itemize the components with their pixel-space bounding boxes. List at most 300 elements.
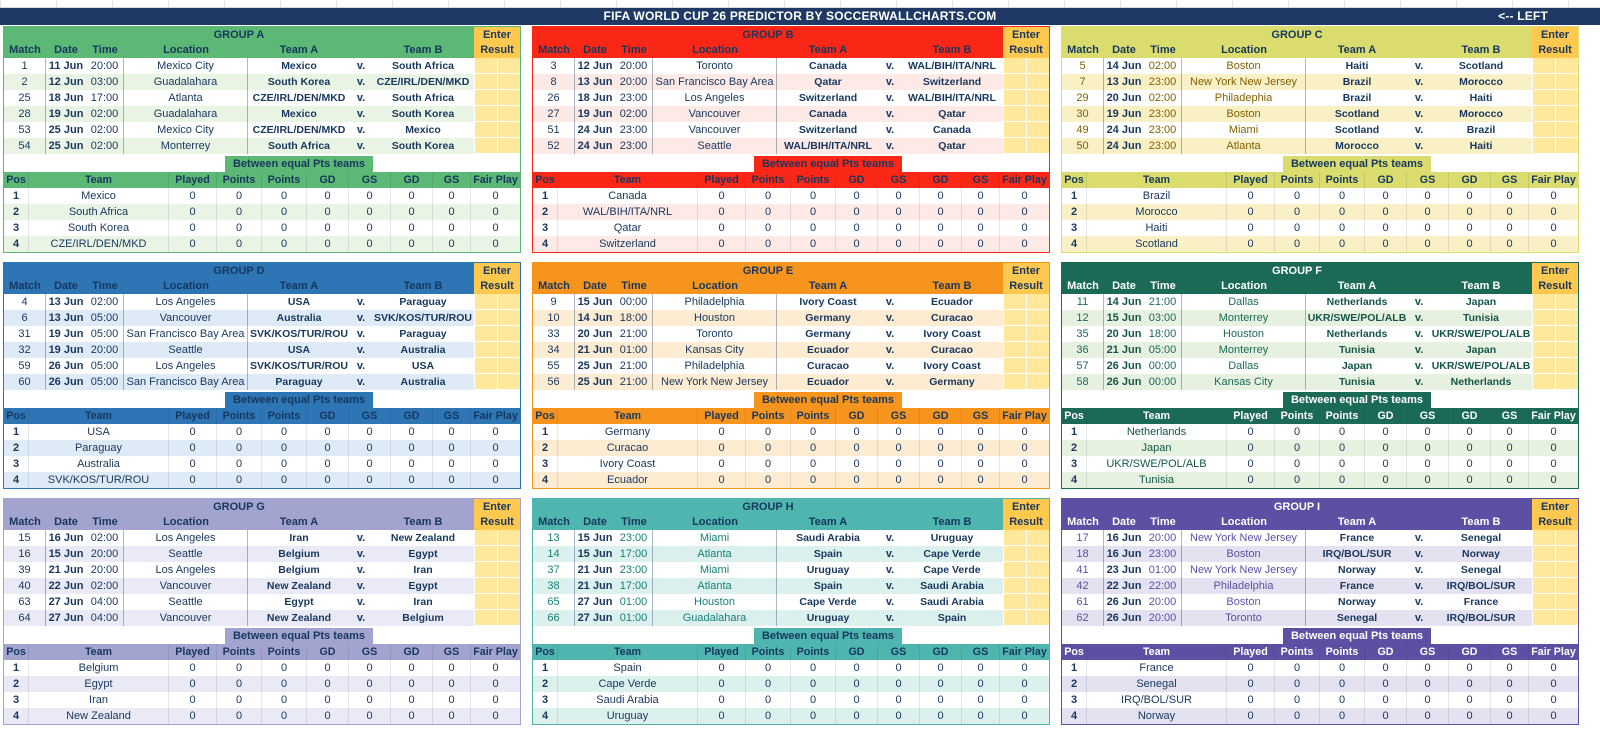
- stat-cell: 0: [697, 424, 745, 440]
- result-input-team-a[interactable]: [474, 374, 497, 390]
- standings-header-6: GS: [1406, 408, 1448, 424]
- standings-header-2: Played: [1226, 644, 1274, 660]
- result-input-team-b[interactable]: [1026, 326, 1049, 342]
- match-table: [533, 499, 1049, 644]
- vs-cell: v.: [356, 124, 366, 136]
- result-input-team-b[interactable]: [497, 90, 520, 106]
- result-input-team-b[interactable]: [497, 294, 520, 310]
- result-label: Result: [1003, 515, 1049, 530]
- stat-cell: 0: [168, 236, 216, 252]
- stat-cell: 0: [470, 236, 520, 252]
- enter-label: Enter: [1532, 263, 1578, 279]
- result-input-team-b[interactable]: [1555, 562, 1578, 578]
- pos-cell: 2: [4, 440, 28, 456]
- standings-table: [4, 172, 520, 252]
- team-cell: Japan: [1086, 440, 1226, 456]
- stat-cell: 0: [1274, 692, 1319, 708]
- location-cell: Atlanta: [1182, 138, 1306, 154]
- result-input-team-a[interactable]: [474, 58, 497, 74]
- stat-cell: 0: [216, 424, 261, 440]
- stat-cell: 0: [1226, 188, 1274, 204]
- result-input-team-b[interactable]: [497, 106, 520, 122]
- pos-cell: 4: [4, 236, 28, 252]
- result-input-team-a[interactable]: [1003, 530, 1026, 546]
- stat-cell: 0: [1226, 692, 1274, 708]
- result-input-team-a[interactable]: [1003, 74, 1026, 90]
- result-input-team-a[interactable]: [1532, 578, 1555, 594]
- result-input-team-b[interactable]: [1026, 106, 1049, 122]
- time-cell: 02:00: [86, 122, 124, 138]
- date-cell: 18 Jun: [48, 92, 84, 104]
- standings-header-1: Team: [1086, 172, 1226, 188]
- stat-cell: 0: [999, 188, 1049, 204]
- time-cell: 03:00: [1144, 310, 1182, 326]
- time-cell: 22:00: [1144, 578, 1182, 594]
- result-input-team-b[interactable]: [1026, 578, 1049, 594]
- result-input-team-a[interactable]: [1003, 546, 1026, 562]
- stat-cell: 0: [306, 660, 348, 676]
- result-input-team-a[interactable]: [1532, 58, 1555, 74]
- standings-header-7: GD: [390, 644, 432, 660]
- result-input-team-a[interactable]: [474, 594, 497, 610]
- standings-header-3: Points: [1274, 408, 1319, 424]
- vs-cell: v.: [1414, 532, 1424, 544]
- result-input-team-a[interactable]: [1003, 562, 1026, 578]
- standings-header-1: Team: [1086, 644, 1226, 660]
- vs-cell: v.: [1414, 360, 1424, 372]
- team-a-cell: Haiti: [1345, 60, 1369, 72]
- stat-cell: 0: [470, 660, 520, 676]
- result-input-team-a[interactable]: [1532, 530, 1555, 546]
- result-input-team-b[interactable]: [1026, 358, 1049, 374]
- result-input-team-b[interactable]: [1555, 310, 1578, 326]
- result-input-team-a[interactable]: [474, 578, 497, 594]
- stat-cell: 0: [216, 440, 261, 456]
- match-number-cell: 7: [1062, 74, 1104, 90]
- team-b-cell: Morocco: [1430, 106, 1532, 122]
- stat-cell: 0: [877, 188, 919, 204]
- time-cell: 00:00: [615, 294, 653, 310]
- stat-cell: 0: [432, 660, 470, 676]
- stat-cell: 0: [1528, 188, 1578, 204]
- stat-cell: 0: [790, 692, 835, 708]
- stat-cell: 0: [470, 456, 520, 472]
- team-a-cell: Norway: [1338, 564, 1376, 576]
- result-input-team-a[interactable]: [474, 326, 497, 342]
- result-input-team-a[interactable]: [1532, 90, 1555, 106]
- vs-cell: v.: [350, 138, 372, 154]
- team-a-cell: IRQ/BOL/SUR: [1306, 546, 1408, 562]
- stat-cell: 0: [697, 692, 745, 708]
- result-input-team-a[interactable]: [474, 90, 497, 106]
- col-header-team-b: Team B: [1430, 515, 1532, 530]
- result-input-team-b[interactable]: [1026, 310, 1049, 326]
- stat-cell: 0: [1319, 708, 1364, 724]
- stat-cell: 0: [919, 440, 961, 456]
- result-input-team-b[interactable]: [1555, 358, 1578, 374]
- standings-header-2: Played: [697, 172, 745, 188]
- result-input-team-b[interactable]: [497, 122, 520, 138]
- result-input-team-b[interactable]: [1026, 138, 1049, 154]
- title-bar: [0, 8, 1600, 25]
- stat-cell: 0: [877, 708, 919, 724]
- standings-header-9: Fair Play: [1528, 644, 1578, 660]
- result-input-team-b[interactable]: [497, 546, 520, 562]
- team-cell: Senegal: [1086, 676, 1226, 692]
- enter-label: Enter: [1532, 499, 1578, 515]
- result-input-team-a[interactable]: [1003, 342, 1026, 358]
- date-cell: 26 Jun: [1104, 374, 1144, 390]
- result-input-team-b[interactable]: [1555, 74, 1578, 90]
- stat-cell: 0: [1490, 440, 1528, 456]
- stat-cell: 0: [1528, 220, 1578, 236]
- location-cell: Los Angeles: [124, 294, 248, 310]
- standings-table: [533, 644, 1049, 724]
- location-cell: Philadelphia: [1182, 578, 1306, 594]
- stat-cell: 0: [919, 424, 961, 440]
- stat-cell: 0: [999, 204, 1049, 220]
- result-input-team-b[interactable]: [1026, 74, 1049, 90]
- stat-cell: 0: [348, 472, 390, 488]
- vs-cell: v.: [356, 360, 366, 372]
- stat-cell: 0: [1406, 236, 1448, 252]
- standings-header-3: Points: [216, 644, 261, 660]
- stat-cell: 0: [261, 708, 306, 724]
- time-cell: 23:00: [1144, 122, 1182, 138]
- pos-cell: 4: [533, 236, 557, 252]
- result-input-team-b[interactable]: [1555, 106, 1578, 122]
- result-input-team-a[interactable]: [1532, 74, 1555, 90]
- location-cell: Los Angeles: [124, 562, 248, 578]
- stat-cell: 0: [1406, 424, 1448, 440]
- result-input-team-b[interactable]: [1026, 122, 1049, 138]
- team-a-cell: Spain: [777, 578, 879, 594]
- result-input-team-a[interactable]: [474, 122, 497, 138]
- stat-cell: 0: [745, 220, 790, 236]
- location-cell: Toronto: [653, 58, 777, 74]
- result-input-team-b[interactable]: [1026, 594, 1049, 610]
- result-input-team-a[interactable]: [1532, 342, 1555, 358]
- date-cell: 12 Jun: [46, 74, 86, 90]
- date-cell: 27 Jun: [575, 610, 615, 626]
- col-header-match: Match: [533, 43, 575, 58]
- stat-cell: 0: [999, 220, 1049, 236]
- result-input-team-b[interactable]: [1555, 610, 1578, 626]
- stat-cell: 0: [470, 472, 520, 488]
- team-cell: Saudi Arabia: [557, 692, 697, 708]
- team-a-cell: Canada: [809, 60, 847, 72]
- stat-cell: 0: [432, 236, 470, 252]
- stat-cell: 0: [168, 692, 216, 708]
- location-cell: New York New Jersey: [1182, 562, 1306, 578]
- date-cell: 27 Jun: [46, 610, 86, 626]
- result-input-team-a[interactable]: [1003, 358, 1026, 374]
- result-input-team-a[interactable]: [1532, 294, 1555, 310]
- result-input-team-a[interactable]: [1003, 90, 1026, 106]
- vs-cell: v.: [350, 342, 372, 358]
- vs-cell: v.: [350, 610, 372, 626]
- group-title: GROUP C: [1062, 27, 1532, 43]
- match-number-cell: 5: [1062, 58, 1104, 74]
- stat-cell: 0: [790, 236, 835, 252]
- result-input-team-b[interactable]: [1026, 90, 1049, 106]
- location-cell: Los Angeles: [653, 90, 777, 106]
- result-input-team-a[interactable]: [1003, 578, 1026, 594]
- time-cell: 04:00: [86, 594, 124, 610]
- time-cell: 23:00: [615, 90, 653, 106]
- time-cell: 00:00: [1144, 374, 1182, 390]
- result-input-team-a[interactable]: [1532, 122, 1555, 138]
- col-header-time: Time: [615, 279, 653, 294]
- match-number-cell: 35: [1062, 326, 1104, 342]
- time-cell: 23:00: [615, 122, 653, 138]
- location-cell: Miami: [653, 562, 777, 578]
- pos-cell: 3: [12, 458, 20, 470]
- time-cell: 05:00: [1144, 342, 1182, 358]
- vs-cell: v.: [885, 564, 895, 576]
- col-header-match: Match: [1062, 43, 1104, 58]
- vs-cell: v.: [885, 596, 895, 608]
- vs-cell: v.: [885, 328, 895, 340]
- stat-cell: 0: [961, 692, 999, 708]
- tiebreak-banner: Between equal Pts teams: [1283, 156, 1431, 172]
- time-cell: 04:00: [86, 610, 124, 626]
- stat-cell: 0: [877, 472, 919, 488]
- location-cell: Los Angeles: [124, 530, 248, 546]
- result-input-team-b[interactable]: [497, 374, 520, 390]
- team-a-cell: Iran: [289, 532, 309, 544]
- stat-cell: 0: [697, 204, 745, 220]
- location-cell: Houston: [653, 594, 777, 610]
- result-input-team-a[interactable]: [474, 294, 497, 310]
- result-input-team-b[interactable]: [497, 594, 520, 610]
- result-input-team-b[interactable]: [1555, 530, 1578, 546]
- vs-cell: v.: [879, 546, 901, 562]
- result-input-team-a[interactable]: [474, 342, 497, 358]
- result-input-team-b[interactable]: [1026, 374, 1049, 390]
- time-cell: 02:00: [86, 578, 124, 594]
- stat-cell: 0: [835, 456, 877, 472]
- stat-cell: 0: [877, 424, 919, 440]
- result-input-team-a[interactable]: [474, 562, 497, 578]
- team-b-cell: Curacao: [901, 310, 1003, 326]
- stat-cell: 0: [1364, 236, 1406, 252]
- team-cell: WAL/BIH/ITA/NRL: [557, 204, 697, 220]
- stat-cell: 0: [390, 660, 432, 676]
- result-input-team-a[interactable]: [1003, 294, 1026, 310]
- result-input-team-b[interactable]: [497, 578, 520, 594]
- result-input-team-a[interactable]: [474, 358, 497, 374]
- match-number-cell: 25: [4, 90, 46, 106]
- result-input-team-b[interactable]: [497, 342, 520, 358]
- result-input-team-b[interactable]: [1026, 530, 1049, 546]
- team-b-cell: South Africa: [391, 60, 455, 72]
- team-a-cell: Ecuador: [777, 374, 879, 390]
- result-input-team-a[interactable]: [1532, 326, 1555, 342]
- match-number-cell: 2: [4, 74, 46, 90]
- result-input-team-a[interactable]: [1003, 122, 1026, 138]
- result-input-team-a[interactable]: [474, 106, 497, 122]
- standings-header-3: Points: [1274, 172, 1319, 188]
- team-cell: France: [1086, 660, 1226, 676]
- result-input-team-a[interactable]: [1532, 610, 1555, 626]
- date-cell: 13 Jun: [1104, 74, 1144, 90]
- result-input-team-b[interactable]: [1555, 578, 1578, 594]
- stat-cell: 0: [1319, 660, 1364, 676]
- stat-cell: 0: [1274, 188, 1319, 204]
- match-number-cell: 12: [1062, 310, 1104, 326]
- result-input-team-b[interactable]: [1026, 546, 1049, 562]
- result-input-team-b[interactable]: [1555, 58, 1578, 74]
- date-cell: 26 Jun: [46, 374, 86, 390]
- location-cell: Toronto: [1182, 610, 1306, 626]
- col-header-time: Time: [86, 43, 124, 58]
- result-input-team-b[interactable]: [1555, 138, 1578, 154]
- result-input-team-b[interactable]: [1555, 546, 1578, 562]
- pos-cell: 2: [1062, 440, 1086, 456]
- time-cell: 20:00: [86, 342, 124, 358]
- stat-cell: 0: [961, 424, 999, 440]
- result-input-team-b[interactable]: [1026, 562, 1049, 578]
- standings-table: [1062, 408, 1578, 488]
- result-input-team-a[interactable]: [1532, 562, 1555, 578]
- team-cell: Paraguay: [28, 440, 168, 456]
- result-input-team-b[interactable]: [497, 358, 520, 374]
- result-input-team-b[interactable]: [1555, 90, 1578, 106]
- result-input-team-a[interactable]: [1003, 326, 1026, 342]
- result-input-team-a[interactable]: [474, 530, 497, 546]
- date-cell: 22 Jun: [1104, 578, 1144, 594]
- team-cell: Spain: [557, 660, 697, 676]
- vs-cell: v.: [879, 310, 901, 326]
- result-input-team-b[interactable]: [1555, 294, 1578, 310]
- result-input-team-a[interactable]: [1532, 358, 1555, 374]
- enter-label: Enter: [474, 263, 520, 279]
- result-input-team-a[interactable]: [474, 610, 497, 626]
- result-input-team-a[interactable]: [1532, 138, 1555, 154]
- result-input-team-a[interactable]: [474, 546, 497, 562]
- stat-cell: 0: [216, 204, 261, 220]
- match-table: [4, 263, 520, 408]
- result-input-team-b[interactable]: [497, 326, 520, 342]
- result-input-team-b[interactable]: [1555, 326, 1578, 342]
- result-input-team-a[interactable]: [1003, 58, 1026, 74]
- result-input-team-b[interactable]: [1555, 374, 1578, 390]
- location-cell: Guadalahara: [653, 610, 777, 626]
- stat-cell: 0: [390, 424, 432, 440]
- time-cell: 01:00: [615, 594, 653, 610]
- stat-cell: 0: [697, 188, 745, 204]
- result-input-team-a[interactable]: [1532, 594, 1555, 610]
- pos-cell: 3: [1070, 694, 1078, 706]
- result-input-team-b[interactable]: [1026, 58, 1049, 74]
- date-cell: 15 Jun: [575, 546, 615, 562]
- result-input-team-b[interactable]: [1555, 594, 1578, 610]
- date-cell: 25 Jun: [577, 360, 613, 372]
- match-number-cell: 1: [4, 58, 46, 74]
- standings-header-4: Points: [261, 408, 306, 424]
- result-input-team-a[interactable]: [474, 138, 497, 154]
- result-input-team-a[interactable]: [1532, 546, 1555, 562]
- result-input-team-a[interactable]: [1532, 374, 1555, 390]
- standings-header-2: Played: [168, 644, 216, 660]
- date-cell: 13 Jun: [46, 310, 86, 326]
- team-b-cell: Egypt: [372, 546, 474, 562]
- result-input-team-b[interactable]: [497, 562, 520, 578]
- result-input-team-b[interactable]: [1026, 294, 1049, 310]
- result-input-team-b[interactable]: [497, 530, 520, 546]
- date-cell: 18 Jun: [577, 92, 613, 104]
- result-input-team-a[interactable]: [1003, 374, 1026, 390]
- standings-header-5: GD: [835, 408, 877, 424]
- stat-cell: 0: [1406, 204, 1448, 220]
- col-header-location: Location: [124, 43, 248, 58]
- time-cell: 20:00: [615, 74, 653, 90]
- stat-cell: 0: [999, 692, 1049, 708]
- result-input-team-b[interactable]: [497, 610, 520, 626]
- vs-cell: v.: [1414, 596, 1424, 608]
- result-input-team-a[interactable]: [474, 74, 497, 90]
- time-cell: 20:00: [86, 562, 124, 578]
- team-b-cell: UKR/SWE/POL/ALB: [1431, 328, 1531, 340]
- result-input-team-a[interactable]: [1003, 594, 1026, 610]
- stat-cell: 0: [432, 472, 470, 488]
- date-cell: 15 Jun: [577, 532, 613, 544]
- result-input-team-b[interactable]: [1555, 342, 1578, 358]
- match-table: [1062, 27, 1578, 172]
- result-input-team-a[interactable]: [1003, 610, 1026, 626]
- result-input-team-a[interactable]: [474, 310, 497, 326]
- result-input-team-b[interactable]: [1026, 610, 1049, 626]
- result-input-team-a[interactable]: [1003, 106, 1026, 122]
- time-cell: 05:00: [86, 358, 124, 374]
- team-b-cell: Ecuador: [930, 296, 973, 308]
- date-cell: 13 Jun: [48, 296, 84, 308]
- group-title: GROUP H: [533, 499, 1003, 515]
- match-number-cell: 52: [533, 138, 575, 154]
- result-input-team-a[interactable]: [1003, 138, 1026, 154]
- result-input-team-b[interactable]: [497, 58, 520, 74]
- result-input-team-a[interactable]: [1003, 310, 1026, 326]
- time-cell: 02:00: [1144, 90, 1182, 106]
- standings-table: [4, 644, 520, 724]
- col-header-location: Location: [1182, 279, 1306, 294]
- result-input-team-b[interactable]: [1555, 122, 1578, 138]
- team-a-cell: USA: [248, 342, 350, 358]
- col-header-date: Date: [46, 515, 86, 530]
- location-cell: Los Angeles: [124, 358, 248, 374]
- result-input-team-a[interactable]: [1532, 310, 1555, 326]
- time-cell: 00:00: [1144, 358, 1182, 374]
- time-cell: 23:00: [615, 562, 653, 578]
- date-cell: 15 Jun: [1104, 310, 1144, 326]
- result-input-team-b[interactable]: [1026, 342, 1049, 358]
- location-cell: Seattle: [124, 594, 248, 610]
- result-input-team-a[interactable]: [1532, 106, 1555, 122]
- stat-cell: 0: [1448, 236, 1490, 252]
- stat-cell: 0: [261, 692, 306, 708]
- stat-cell: 0: [1274, 676, 1319, 692]
- stat-cell: 0: [961, 676, 999, 692]
- stat-cell: 0: [390, 472, 432, 488]
- result-input-team-b[interactable]: [497, 74, 520, 90]
- standings-header-6: GS: [348, 644, 390, 660]
- time-cell: 23:00: [615, 138, 653, 154]
- location-cell: Mexico City: [124, 58, 248, 74]
- result-input-team-b[interactable]: [497, 310, 520, 326]
- stat-cell: 0: [168, 220, 216, 236]
- result-input-team-b[interactable]: [497, 138, 520, 154]
